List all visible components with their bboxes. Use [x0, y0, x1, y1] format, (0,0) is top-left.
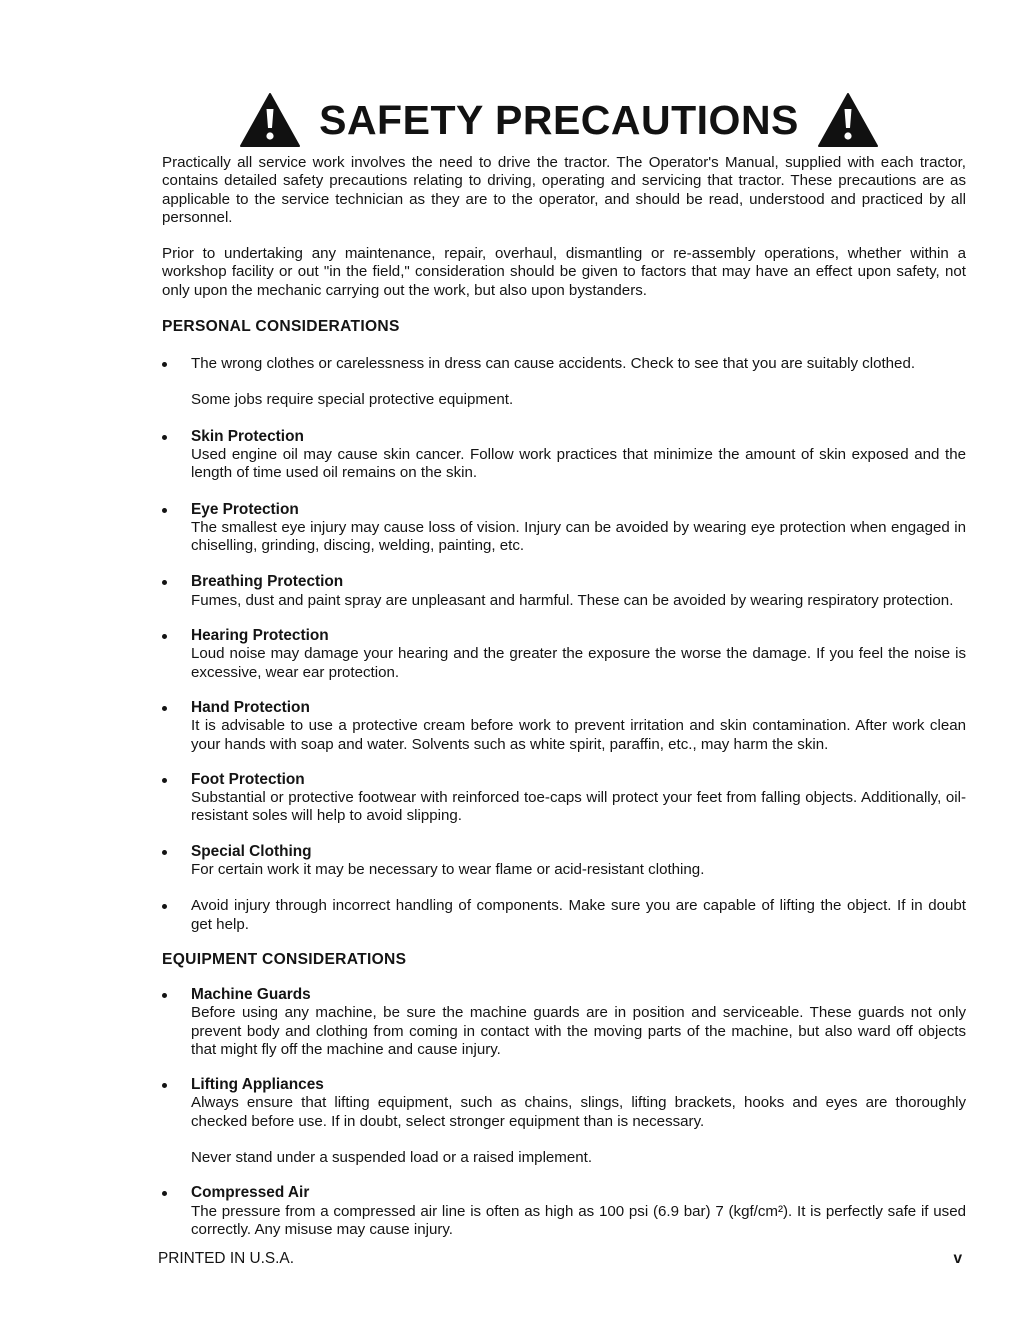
bullet-icon: [162, 904, 167, 909]
item-heading: Hand Protection: [191, 698, 310, 716]
item-text: Used engine oil may cause skin cancer. Follow work practices that minimize the amount of skin exposed and the length of time used oil remains on the skin.: [191, 445, 966, 482]
bullet-icon: [162, 850, 167, 855]
item-heading: Skin Protection: [191, 427, 304, 445]
item-note: Never stand under a suspended load or a raised implement.: [191, 1148, 593, 1166]
item-heading: Foot Protection: [191, 770, 305, 788]
section-heading-equipment: EQUIPMENT CONSIDERATIONS: [162, 950, 407, 968]
item-text: Loud noise may damage your hearing and the greater the exposure the worse the damage. If you feel the noise is excessive, wear ear protection.: [191, 645, 966, 681]
warning-triangle-icon: [239, 92, 301, 148]
list-item: [162, 1184, 966, 1239]
bullet-icon: [162, 778, 167, 783]
item-heading: Hearing Protection: [191, 627, 329, 645]
item-heading: Lifting Appliances: [191, 1076, 324, 1094]
item-text: Avoid injury through incorrect handling of components. Make sure you are capable of lifting the object. If in doubt get help.: [191, 897, 966, 933]
item-text: Substantial or protective footwear with reinforced toe-caps will protect your feet from falling objects. Additionally, oil-resistant soles will help to avoid slipping.: [191, 789, 966, 825]
warning-triangle-icon: [817, 92, 879, 148]
list-item: [162, 897, 966, 934]
list-item: [162, 986, 966, 1059]
document-page: [162, 88, 966, 1239]
item-text: For certain work it may be necessary to wear flame or acid-resistant clothing.: [191, 861, 705, 879]
list-item: [162, 627, 966, 682]
list-item: [162, 428, 966, 483]
page-footer: [158, 1250, 966, 1268]
item-text: The pressure from a compressed air line is often as high as 100 psi (6.9 bar) 7 (kgf/cm²). It is perfectly safe if used correctly. Any misuse may cause injury.: [191, 1202, 966, 1238]
bullet-icon: [162, 634, 167, 639]
bullet-icon: [162, 580, 167, 585]
list-item: [162, 1076, 966, 1167]
item-heading: Eye Protection: [191, 500, 299, 518]
section-heading-personal: PERSONAL CONSIDERATIONS: [162, 318, 400, 336]
bullet-icon: [162, 362, 167, 367]
list-item: [162, 573, 966, 610]
bullet-icon: [162, 706, 167, 711]
item-text: It is advisable to use a protective cream before work to prevent irritation and skin contamination. After work clean your hands with soap and water. Solvents such as white spirit, paraffin, etc., may harm the skin.: [191, 717, 966, 753]
list-item: [162, 843, 966, 880]
page-number: v: [953, 1250, 962, 1267]
bullet-icon: [162, 1083, 167, 1088]
intro-paragraph: Practically all service work involves the need to drive the tractor. The Operator's Manual, supplied with each tractor, contains detailed safety precautions relating to driving, operating and servicing that tractor. These precautions are as applicable to the service technician as they are to the operator, and should be read, understood and practiced by all personnel.: [162, 154, 966, 226]
item-text: The smallest eye injury may cause loss of vision. Injury can be avoided by wearing eye protection when engaged in chiselling, grinding, discing, welding, painting, etc.: [191, 518, 966, 555]
list-item: [162, 771, 966, 826]
list-item: [162, 355, 966, 410]
printed-in-label: PRINTED IN U.S.A.: [158, 1250, 294, 1267]
item-text: Always ensure that lifting equipment, such as chains, slings, lifting brackets, hooks and eyes are thoroughly checked before use. If in doubt, select stronger equipment than is necessary.: [191, 1094, 966, 1130]
item-heading: Machine Guards: [191, 985, 311, 1003]
equipment-considerations-list: [162, 986, 966, 1239]
item-heading: Breathing Protection: [191, 573, 344, 591]
bullet-icon: [162, 435, 167, 440]
item-heading: Special Clothing: [191, 842, 312, 860]
item-text: Before using any machine, be sure the machine guards are in position and serviceable. These guards not only prevent body and clothing from coming in contact with the moving parts of the machine, but also ward off objects that might fly off the machine and cause injury.: [191, 1004, 966, 1058]
intro-paragraph: Prior to undertaking any maintenance, repair, overhaul, dismantling or re-assembly operations, whether within a workshop facility or out "in the field," consideration should be given to factors that may have an effect upon safety, not only upon the mechanic carrying out the work, but also upon bystanders.: [162, 245, 966, 299]
item-heading: Compressed Air: [191, 1184, 310, 1202]
bullet-icon: [162, 508, 167, 513]
list-item: [162, 699, 966, 754]
item-note: Some jobs require special protective equipment.: [191, 391, 514, 409]
personal-considerations-list: [162, 355, 966, 934]
page-title: SAFETY PRECAUTIONS: [319, 96, 799, 143]
title-row: [152, 88, 966, 152]
bullet-icon: [162, 993, 167, 998]
item-text: Fumes, dust and paint spray are unpleasant and harmful. These can be avoided by wearing respiratory protection.: [191, 591, 954, 609]
item-text: The wrong clothes or carelessness in dress can cause accidents. Check to see that you are suitably clothed.: [191, 355, 916, 373]
bullet-icon: [162, 1191, 167, 1196]
list-item: [162, 501, 966, 556]
